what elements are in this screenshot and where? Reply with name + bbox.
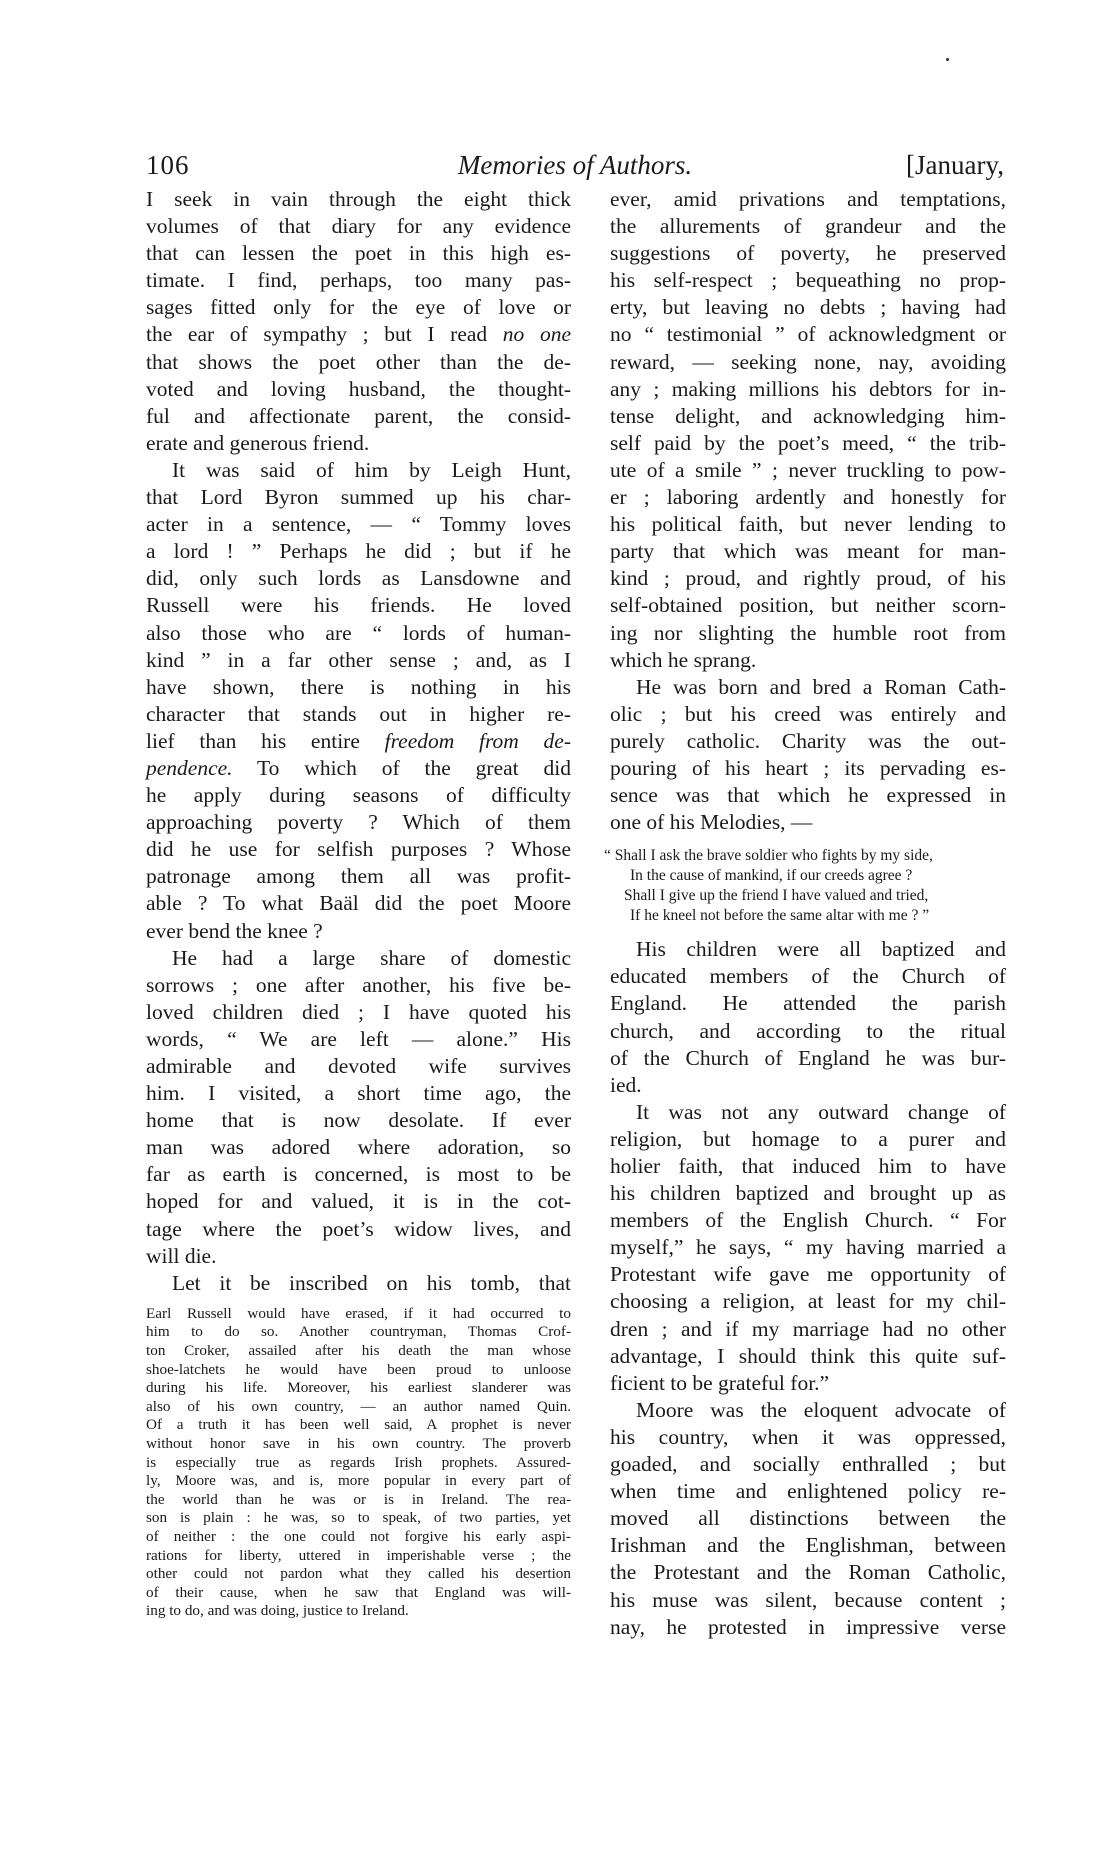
text-line: when time and enlightened policy re- (610, 1479, 1006, 1504)
text-line: It was said of him by Leigh Hunt, (172, 457, 571, 482)
footnote-line: during his life. Moreover, his earliest slanderer was (146, 1379, 571, 1397)
footnote-line: ton Croker, assailed after his death the man whose (146, 1342, 571, 1360)
text-line: his self-respect ; bequeathing no prop- (610, 268, 1006, 293)
text-line: olic ; but his creed was entirely and (610, 701, 1006, 726)
text-line: his country, when it was oppressed, (610, 1424, 1006, 1449)
text-line: one of his Melodies, — (610, 810, 813, 835)
text-line: home that is now desolate. If ever (146, 1108, 571, 1133)
text-run: lief than his entire (146, 728, 385, 753)
text-line: that can lessen the poet in this high es- (146, 241, 571, 266)
text-line: erate and generous friend. (146, 430, 370, 455)
text-line: England. He attended the parish (610, 991, 1006, 1016)
emphasis: pendence. (146, 755, 233, 780)
poem-line: Shall I give up the friend I have valued and tried, (624, 887, 929, 905)
text-line: ever, amid privations and temptations, (610, 187, 1006, 211)
text-line: ied. (610, 1072, 642, 1097)
text-line: sorrows ; one after another, his five be- (146, 972, 571, 997)
text-line: educated members of the Church of (610, 964, 1006, 989)
text-line: self-obtained position, but neither scorn- (610, 593, 1006, 618)
text-line: timate. I find, perhaps, too many pas- (146, 268, 571, 293)
text-line: the Protestant and the Roman Catholic, (610, 1560, 1006, 1585)
footnote-line: other could not pardon what they called his desertion (146, 1565, 571, 1583)
text-line: advantage, I should think this quite suf- (610, 1343, 1006, 1368)
text-line: words, “ We are left — alone.” His (146, 1026, 571, 1051)
footnote-line: of neither : the one could not forgive his early aspi- (146, 1527, 571, 1545)
footnote-line: him to do so. Another countryman, Thomas Crof- (146, 1323, 571, 1341)
footnote-line: rations for liberty, uttered in imperishable verse ; the (146, 1546, 571, 1564)
text-line: purely catholic. Charity was the out- (610, 728, 1006, 753)
emphasis: freedom from de- (384, 728, 571, 753)
text-line: that shows the poet other than the de- (146, 349, 571, 374)
poem-line: In the cause of mankind, if our creeds agree ? (630, 867, 913, 885)
text-line: Irishman and the Englishman, between (610, 1533, 1006, 1558)
text-line: ing nor slighting the humble root from (610, 620, 1006, 645)
paragraph (610, 186, 1006, 674)
text-line: acter in a sentence, — “ Tommy loves (146, 512, 571, 537)
print-speck (946, 58, 949, 61)
text-line: sence was that which he expressed in (610, 783, 1006, 808)
running-title: Memories of Authors. (457, 150, 693, 180)
text-line: voted and loving husband, the thought- (146, 376, 571, 401)
footnote (146, 1305, 571, 1621)
right-column (604, 186, 1006, 1641)
text-line: which he sprang. (610, 647, 757, 672)
footnote-line: son is plain : he was, so to speak, of two parties, yet (146, 1509, 571, 1527)
text-line: holier faith, that induced him to have (610, 1154, 1006, 1178)
text-line: his children baptized and brought up as (610, 1181, 1006, 1206)
text-line: myself,” he says, “ my having married a (610, 1235, 1006, 1260)
text-line: have shown, there is nothing in his (146, 674, 571, 699)
text-line: sages fitted only for the eye of love or (146, 295, 571, 320)
paragraph (610, 674, 1006, 837)
text-line: will die. (146, 1243, 217, 1268)
text-line: that Lord Byron summed up his char- (146, 485, 571, 510)
text-run: the ear of sympathy ; but I read (146, 322, 503, 347)
text-line: his political faith, but never lending to (610, 512, 1006, 537)
text-line: members of the English Church. “ For (610, 1208, 1006, 1233)
text-line: admirable and devoted wife survives (146, 1054, 571, 1078)
text-line: party that which was meant for man- (610, 539, 1006, 564)
text-line: the allurements of grandeur and the (610, 214, 1006, 239)
paragraph (146, 186, 571, 457)
text-line: did he use for selfish purposes ? Whose (146, 837, 571, 862)
text-line: I seek in vain through the eight thick (146, 187, 571, 211)
text-line: Protestant wife gave me opportunity of (610, 1262, 1006, 1287)
text-line (146, 321, 571, 348)
text-line: dren ; and if my marriage had no other (610, 1316, 1006, 1341)
text-line: approaching poverty ? Which of them (146, 810, 571, 835)
text-line: his muse was silent, because content ; (610, 1587, 1006, 1612)
paragraph (146, 945, 571, 1270)
text-line: kind ” in a far other sense ; and, as I (146, 647, 571, 672)
text-line: He had a large share of domestic (172, 945, 571, 970)
text-line: him. I visited, a short time ago, the (146, 1081, 571, 1106)
text-line: did, only such lords as Lansdowne and (146, 566, 571, 591)
text-line: church, and according to the ritual (610, 1018, 1006, 1043)
page-number: 106 (146, 150, 190, 180)
text-line: able ? To what Baäl did the poet Moore (146, 891, 571, 916)
text-line: volumes of that diary for any evidence (146, 214, 571, 239)
text-line: self paid by the poet’s meed, “ the trib- (610, 430, 1006, 455)
text-line: character that stands out in higher re- (146, 701, 571, 726)
text-line: hoped for and valued, it is in the cot- (146, 1189, 571, 1214)
footnote-line: is especially true as regards Irish prophets. Assured- (146, 1453, 571, 1471)
paragraph (146, 1270, 571, 1297)
paragraph (610, 1099, 1006, 1397)
text-line: patronage among them all was profit- (146, 864, 571, 889)
text-line: religion, but homage to a purer and (610, 1126, 1006, 1151)
footnote-line: also of his own country, — an author named Quin. (146, 1397, 571, 1415)
text-line: ful and affectionate parent, the consid- (146, 403, 571, 428)
text-run: To which of the great did (232, 755, 571, 780)
text-line: His children were all baptized and (636, 937, 1006, 962)
text-line: Let it be inscribed on his tomb, that (172, 1270, 571, 1295)
text-line: erty, but leaving no debts ; having had (610, 295, 1006, 320)
text-line: a lord ! ” Perhaps he did ; but if he (146, 539, 571, 564)
paragraph (146, 457, 571, 945)
text-line: kind ; proud, and rightly proud, of his (610, 566, 1006, 591)
footnote-line: Earl Russell would have erased, if it had occurred to (146, 1304, 571, 1322)
text-line: He was born and bred a Roman Cath- (636, 674, 1006, 699)
running-date: [January, (906, 150, 1004, 180)
text-line: no “ testimonial ” of acknowledgment or (610, 322, 1006, 347)
text-line: tense delight, and acknowledging him- (610, 403, 1006, 428)
footnote-line: of their cause, when he saw that England was will- (146, 1583, 571, 1601)
text-line: pouring of his heart ; its pervading es- (610, 755, 1006, 780)
footnote-line: Of a truth it has been well said, A prophet is never (146, 1416, 571, 1434)
text-line: any ; making millions his debtors for in- (610, 376, 1006, 401)
footnote-line: ing to do, and was doing, justice to Ireland. (146, 1602, 409, 1620)
poem-line: If he kneel not before the same altar with me ? ” (630, 907, 930, 925)
text-line: It was not any outward change of (636, 1099, 1006, 1124)
text-line: far as earth is concerned, is most to be (146, 1162, 571, 1187)
text-line: of the Church of England he was bur- (610, 1045, 1006, 1070)
running-header (146, 150, 1004, 190)
paragraph (610, 936, 1006, 1099)
poem-quotation (604, 846, 1006, 926)
text-line: reward, — seeking none, nay, avoiding (610, 349, 1006, 374)
text-line: ficient to be grateful for.” (610, 1370, 830, 1395)
text-line: choosing a religion, at least for my chil- (610, 1289, 1006, 1314)
text-line (146, 755, 571, 782)
text-line: also those who are “ lords of human- (146, 620, 571, 645)
text-line: he apply during seasons of difficulty (146, 783, 571, 808)
text-line: er ; laboring ardently and honestly for (610, 485, 1006, 510)
text-line: ute of a smile ” ; never truckling to pow- (610, 457, 1006, 482)
text-line: Russell were his friends. He loved (146, 593, 571, 618)
text-line: suggestions of poverty, he preserved (610, 241, 1006, 266)
text-line: ever bend the knee ? (146, 918, 323, 943)
footnote-line: shoe-latchets he would have been proud to unloose (146, 1360, 571, 1378)
text-line: tage where the poet’s widow lives, and (146, 1216, 571, 1241)
footnote-line: the world than he was or is in Ireland. The rea- (146, 1490, 571, 1508)
text-line (146, 728, 571, 755)
footnote-line: without honor save in his own country. The proverb (146, 1435, 571, 1452)
paragraph (610, 1397, 1006, 1641)
poem-line: “ Shall I ask the brave soldier who fights by my side, (604, 847, 933, 865)
emphasis: no one (502, 322, 571, 347)
text-line: nay, he protested in impressive verse (610, 1614, 1006, 1639)
footnote-line: ly, Moore was, and is, more popular in every part of (146, 1472, 571, 1490)
left-column (146, 186, 571, 1621)
text-line: moved all distinctions between the (610, 1506, 1006, 1531)
text-line: man was adored where adoration, so (146, 1135, 571, 1160)
text-line: goaded, and socially enthralled ; but (610, 1452, 1006, 1477)
text-line: loved children died ; I have quoted his (146, 999, 571, 1024)
text-line: Moore was the eloquent advocate of (636, 1397, 1006, 1422)
